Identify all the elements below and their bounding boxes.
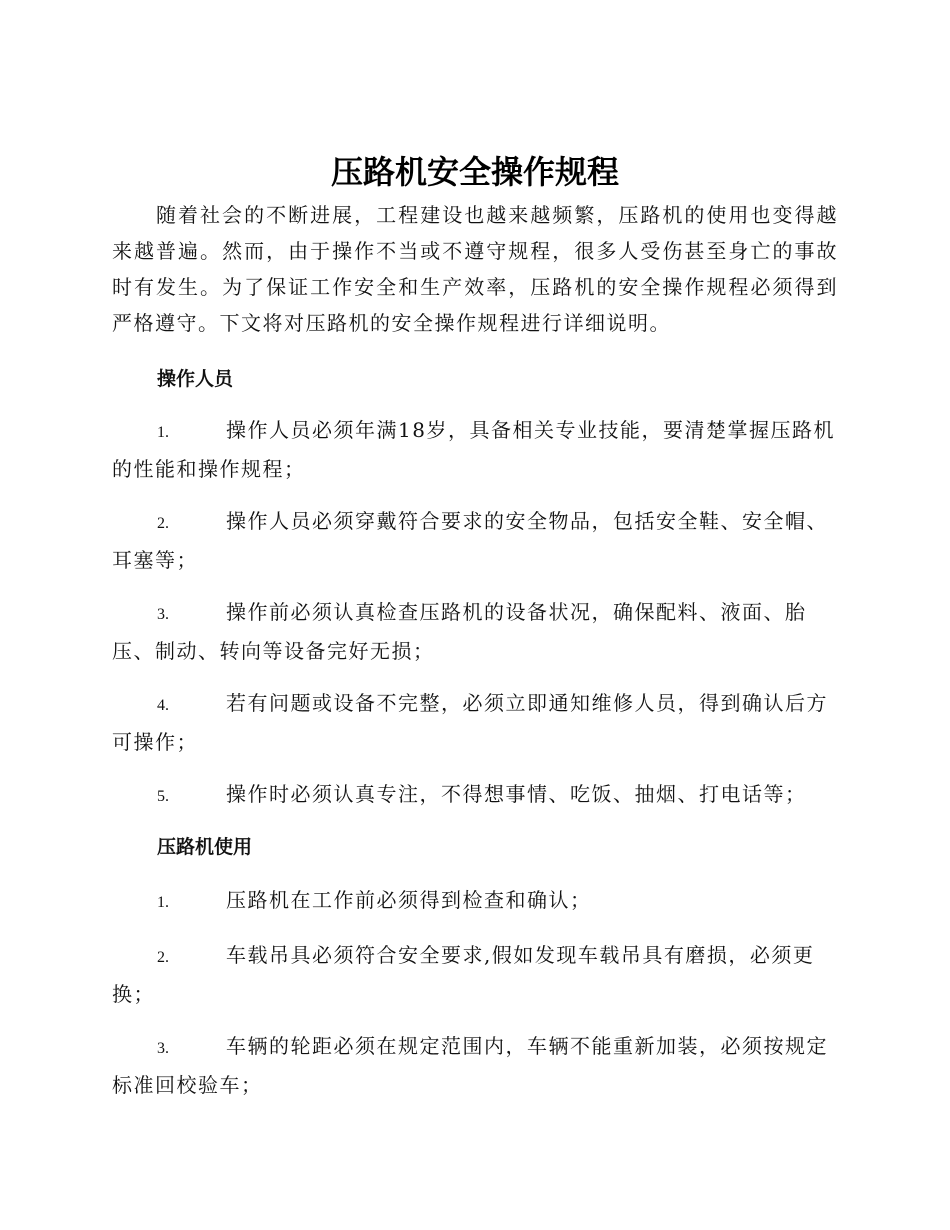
list-item-number: 4. xyxy=(157,697,169,714)
list-item-text: 操作时必须认真专注，不得想事情、吃饭、抽烟、打电话等； xyxy=(226,782,807,806)
list-item xyxy=(112,412,838,487)
list-item-number: 2. xyxy=(157,515,169,532)
list-item-text: 操作前必须认真检查压路机的设备状况，确保配料、液面、胎压、制动、转向等设备完好无损； xyxy=(112,600,807,663)
list-item xyxy=(112,503,838,578)
list-item-text: 操作人员必须年满18岁，具备相关专业技能，要清楚掌握压路机的性能和操作规程； xyxy=(112,418,835,481)
list-item xyxy=(112,594,838,669)
list-item-text: 车辆的轮距必须在规定范围内，车辆不能重新加装，必须按规定标准回校验车； xyxy=(112,1034,828,1097)
list-item xyxy=(112,937,838,1012)
section-heading-operators: 操作人员 xyxy=(157,368,234,390)
list-item-text: 压路机在工作前必须得到检查和确认； xyxy=(226,888,592,912)
section-heading-roller-use: 压路机使用 xyxy=(157,836,253,858)
list-item-number: 3. xyxy=(157,1040,169,1057)
list-item-text: 车载吊具必须符合安全要求,假如发现车载吊具有磨损，必须更换； xyxy=(112,943,815,1006)
page-title: 压路机安全操作规程 xyxy=(330,153,619,191)
list-item-number: 2. xyxy=(157,949,169,966)
intro-paragraph: 随着社会的不断进展，工程建设也越来越频繁，压路机的使用也变得越来越普遍。然而，由于操作不当或不遵守规程，很多人受伤甚至身亡的事故时有发生。为了保证工作安全和生产效率，压路机的安全操作规程必须得到严格遵守。下文将对压路机的安全操作规程进行详细说明。 xyxy=(112,203,838,335)
list-item xyxy=(112,882,838,921)
list-item-number: 3. xyxy=(157,606,169,623)
list-item-number: 5. xyxy=(157,788,169,805)
list-item-text: 若有问题或设备不完整，必须立即通知维修人员，得到确认后方可操作； xyxy=(112,691,828,754)
list-item xyxy=(112,685,838,760)
list-item xyxy=(112,1028,838,1103)
list-item-number: 1. xyxy=(157,894,169,911)
list-item-number: 1. xyxy=(157,424,169,441)
list-item xyxy=(112,776,838,815)
list-item-text: 操作人员必须穿戴符合要求的安全物品，包括安全鞋、安全帽、耳塞等； xyxy=(112,509,828,572)
